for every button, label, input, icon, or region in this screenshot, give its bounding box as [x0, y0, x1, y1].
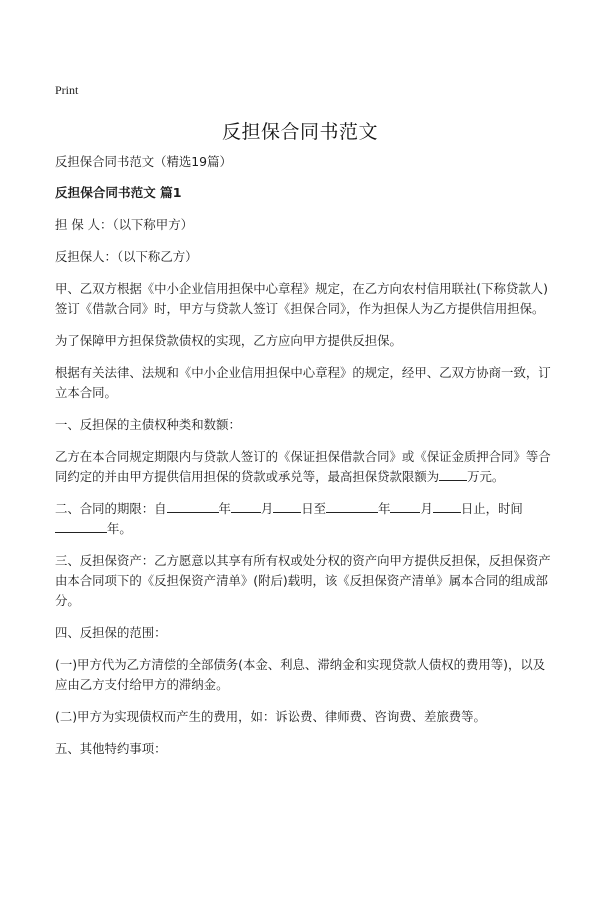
guarantor-line: 担 保 人：（以下称甲方）	[55, 217, 193, 232]
clause-heading-5: 五、其他特约事项：	[55, 741, 167, 756]
clause-1-unit: 万元。	[467, 469, 505, 484]
term-prefix: 二、合同的期限：自	[55, 501, 167, 516]
amount-blank[interactable]	[439, 467, 467, 481]
start-year-blank[interactable]	[167, 499, 219, 513]
term-end-label: 日止，时间	[460, 501, 523, 516]
clause-1-text: 乙方在本合同规定期限内与贷款人签订的《保证担保借款合同》或《保证金质押合同》等合同约定的并由甲方提供信用担保的贷款或承兑等，最高担保贷款限额为	[55, 449, 551, 484]
document-subtitle: 反担保合同书范文（精选19篇）	[55, 154, 232, 169]
term-month-label: 月	[260, 501, 274, 516]
clause-heading-4: 四、反担保的范围：	[55, 625, 167, 640]
scope-item-1: (一)甲方代为乙方清偿的全部债务(本金、利息、滞纳金和实现贷款人债权的费用等)，以及应由乙方支付给甲方的滞纳金。	[55, 657, 546, 692]
term-to-label: 日至	[301, 501, 327, 516]
end-year-blank[interactable]	[326, 499, 378, 513]
term-year-label: 年	[218, 501, 231, 516]
term-month-label-2: 月	[420, 501, 433, 516]
end-month-blank[interactable]	[390, 499, 420, 513]
duration-blank[interactable]	[55, 519, 107, 533]
paragraph-agreement: 根据有关法律、法规和《中小企业信用担保中心章程》的规定，经甲、乙双方协商一致，订立本合同。	[55, 365, 551, 400]
term-year-label-2: 年	[378, 501, 391, 516]
term-duration-label: 年。	[107, 521, 132, 536]
paragraph-purpose: 为了保障甲方担保贷款债权的实现，乙方应向甲方提供反担保。	[55, 333, 402, 348]
document-title: 反担保合同书范文	[221, 121, 378, 143]
paragraph-basis: 甲、乙双方根据《中小企业信用担保中心章程》规定，在乙方向农村信用联社(下称贷款人)签订《借款合同》时，甲方与贷款人签订《担保合同》，作为担保人为乙方提供信用担保。	[55, 281, 548, 316]
print-label[interactable]: Print	[55, 83, 79, 97]
document-body	[55, 152, 555, 759]
clause-heading-1: 一、反担保的主债权种类和数额：	[55, 417, 241, 432]
clause-3-assets: 三、反担保资产：乙方愿意以其享有所有权或处分权的资产向甲方提供反担保，反担保资产由本合同项下的《反担保资产清单》(附后)载明，该《反担保资产清单》属本合同的组成部分。	[55, 553, 551, 608]
clause-2-term	[55, 499, 555, 539]
clause-1-body	[55, 447, 555, 487]
section-heading: 反担保合同书范文 篇1	[55, 185, 182, 200]
end-day-blank[interactable]	[433, 499, 461, 513]
start-day-blank[interactable]	[273, 499, 301, 513]
start-month-blank[interactable]	[231, 499, 261, 513]
counter-guarantor-line: 反担保人：（以下称乙方）	[55, 249, 198, 264]
scope-item-2: (二)甲方为实现债权而产生的费用，如：诉讼费、律师费、咨询费、差旅费等。	[55, 709, 486, 724]
